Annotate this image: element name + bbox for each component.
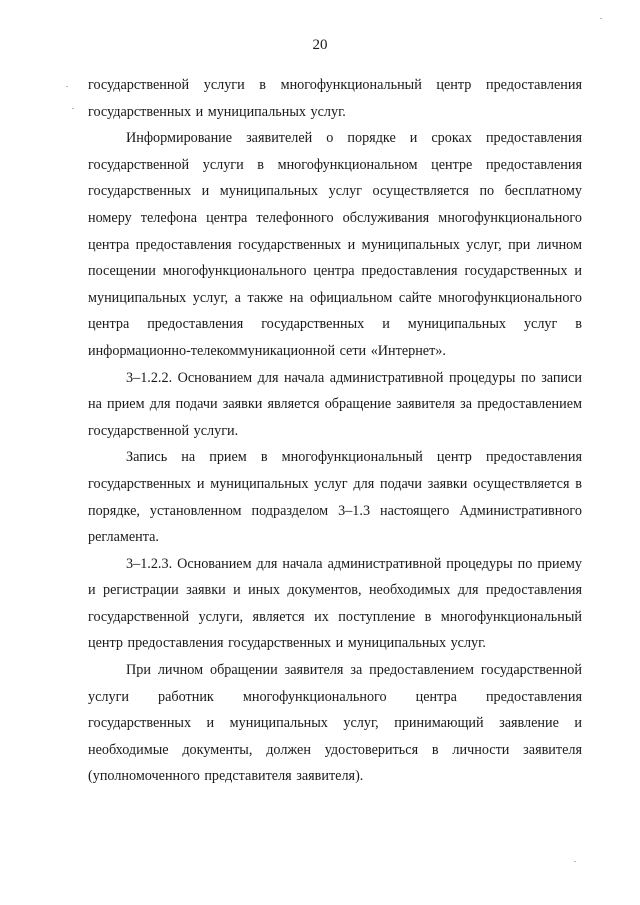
paragraph-personal-appeal: При личном обращении заявителя за предоставлением государственной услуги работник многофункционального центра предоставления государственных и муниципальных услуг, принимающий заявление и необходимые документы, должен удостовериться в личности заявителя (уполномоченного представителя заявителя). bbox=[88, 662, 582, 785]
paragraph-3-1-2-2: 3–1.2.2. Основанием для начала административной процедуры по записи на прием для подачи заявки является обращение заявителя за предоставлением государственной услуги. bbox=[88, 369, 582, 439]
paragraph-continuation: государственной услуги в многофункциональный центр предоставления государственных и муниципальных услуг. bbox=[88, 77, 582, 120]
scan-speck bbox=[574, 861, 576, 862]
document-body bbox=[88, 72, 582, 790]
paragraph-informing-applicants: Информирование заявителей о порядке и сроках предоставления государственной услуги в многофункциональном центре предоставления государственных и муниципальных услуг осуществляется по бесплатному номеру телефона центра телефонного обслуживания многофункционального центра предоставления государственных и муниципальных услуг, при личном посещении многофункционального центра предоставления государственных и муниципальных услуг, а также на официальном сайте многофункционального центра предоставления государственных и муниципальных услуг в информационно-телекоммуникационной сети «Интернет». bbox=[88, 130, 582, 359]
scan-speck bbox=[600, 18, 602, 19]
scan-speck bbox=[66, 86, 68, 87]
scan-speck bbox=[72, 108, 74, 109]
page-number: 20 bbox=[312, 37, 328, 53]
paragraph-3-1-2-3: 3–1.2.3. Основанием для начала административной процедуры по приему и регистрации заявки и иных документов, необходимых для предоставления государственной услуги, является их поступление в многофункциональный центр предоставления государственных и муниципальных услуг. bbox=[88, 555, 582, 652]
paragraph-appointment-record: Запись на прием в многофункциональный центр предоставления государственных и муниципальных услуг для подачи заявки осуществляется в порядке, установленном подразделом 3–1.3 настоящего Административного регламента. bbox=[88, 449, 582, 546]
